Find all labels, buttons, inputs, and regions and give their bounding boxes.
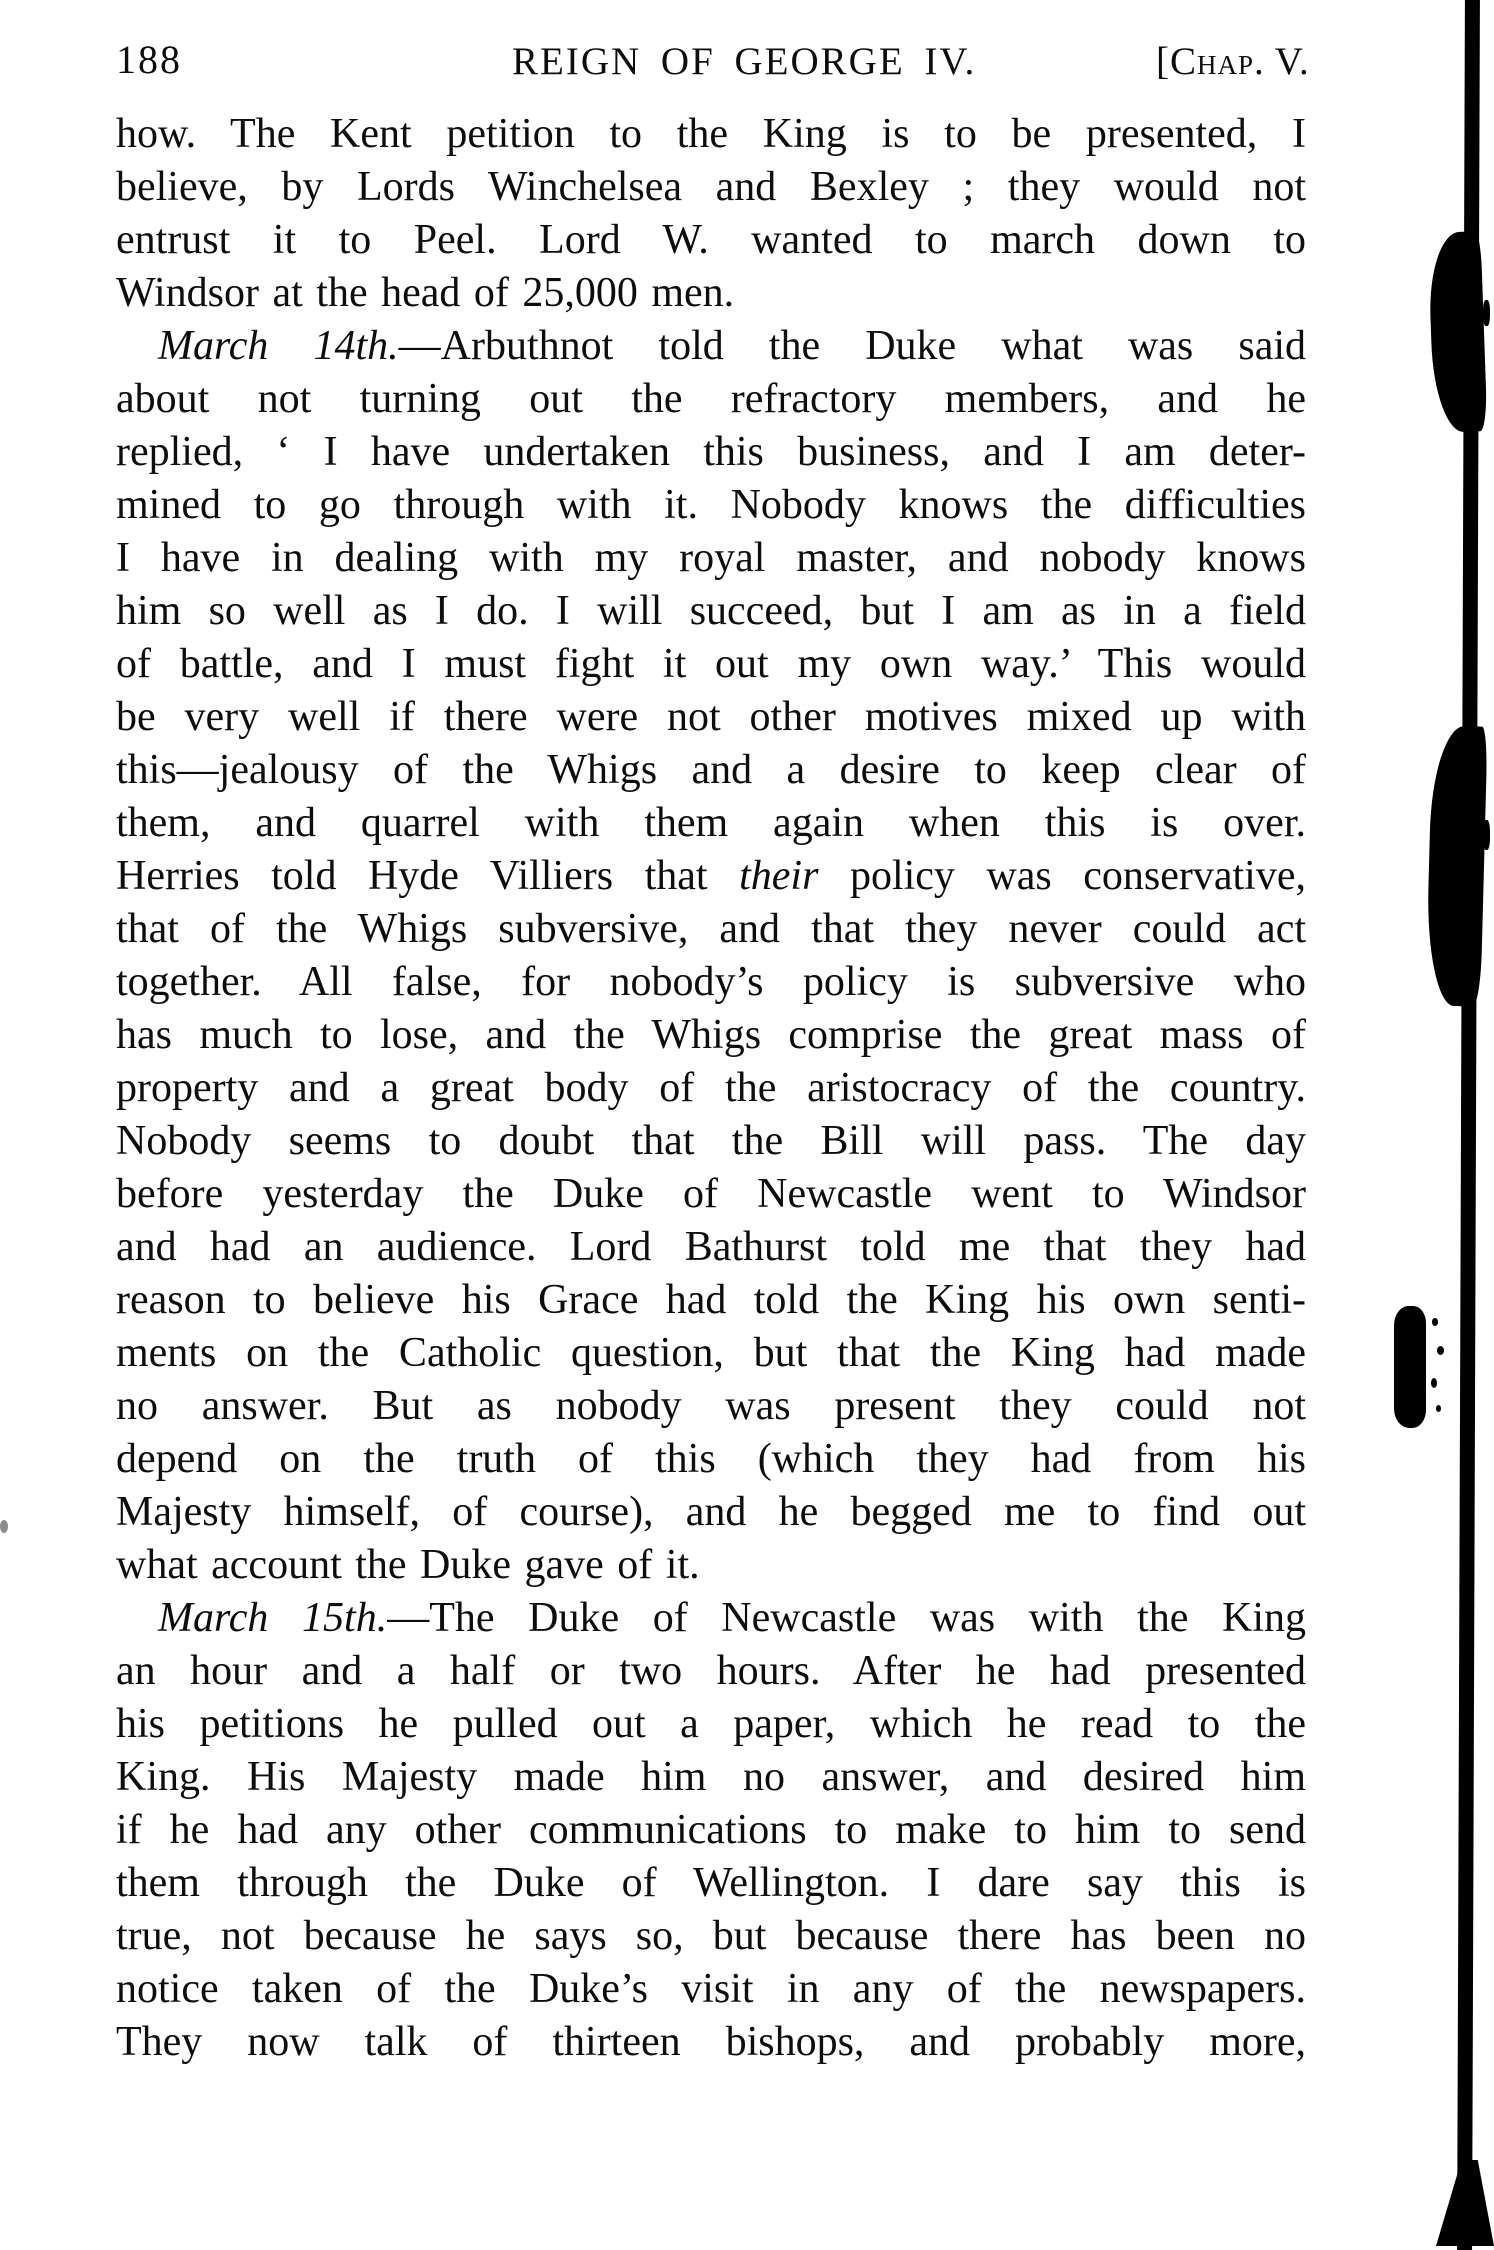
left-margin-speck bbox=[0, 1520, 8, 1533]
ink-speck bbox=[1437, 1346, 1444, 1355]
running-title: REIGN OF GEORGE IV. bbox=[512, 40, 977, 83]
text-line bbox=[116, 161, 1306, 214]
text-line bbox=[116, 1115, 1306, 1168]
text-line bbox=[116, 1539, 1306, 1592]
text-segment: Windsor at the head of 25,000 men. bbox=[116, 270, 735, 316]
text-segment: entrust it to Peel. Lord W. wanted to march down to bbox=[116, 217, 1306, 263]
text-line bbox=[116, 214, 1306, 267]
text-segment: what account the Duke gave of it. bbox=[116, 1542, 700, 1588]
text-segment: They now talk of thirteen bishops, and probably more, bbox=[116, 2019, 1306, 2065]
text-line bbox=[116, 744, 1306, 797]
text-segment: before yesterday the Duke of Newcastle went to Windsor bbox=[116, 1171, 1306, 1217]
text-segment: Nobody seems to doubt that the Bill will pass. The day bbox=[116, 1118, 1306, 1164]
text-segment: believe, by Lords Winchelsea and Bexley ; they would not bbox=[116, 164, 1306, 210]
text-line bbox=[116, 691, 1306, 744]
italic-text-segment: March 14th. bbox=[158, 323, 399, 369]
italic-text-segment: their bbox=[739, 853, 819, 899]
text-segment: them, and quarrel with them again when this is over. bbox=[116, 800, 1306, 846]
text-segment: of battle, and I must fight it out my own way.’ This would bbox=[116, 641, 1306, 687]
text-line bbox=[116, 585, 1306, 638]
text-segment: I have in dealing with my royal master, and nobody knows bbox=[116, 535, 1306, 581]
ink-blob-middle-artifact bbox=[1425, 725, 1487, 1006]
ink-speck bbox=[1483, 300, 1490, 326]
text-segment: Herries told Hyde Villiers that bbox=[116, 853, 740, 899]
text-segment: Majesty himself, of course), and he begged me to find out bbox=[116, 1489, 1306, 1535]
text-segment: policy was conservative, bbox=[818, 853, 1306, 899]
text-line bbox=[116, 1751, 1306, 1804]
text-line bbox=[116, 1433, 1306, 1486]
text-line bbox=[116, 1963, 1306, 2016]
text-line bbox=[116, 108, 1306, 161]
text-line bbox=[116, 850, 1306, 903]
text-segment: has much to lose, and the Whigs comprise the great mass of bbox=[116, 1012, 1306, 1058]
italic-text-segment: March 15th. bbox=[158, 1595, 388, 1641]
ink-speck bbox=[1483, 820, 1490, 850]
text-segment: this—jealousy of the Whigs and a desire to keep clear of bbox=[116, 747, 1306, 793]
page-number: 188 bbox=[116, 37, 182, 82]
ink-speck bbox=[1436, 1405, 1441, 1412]
text-segment: his petitions he pulled out a paper, which he read to the bbox=[116, 1701, 1306, 1747]
chapter-label: [Chap. V. bbox=[1156, 40, 1310, 83]
text-line bbox=[116, 532, 1306, 585]
text-line bbox=[116, 1857, 1306, 1910]
text-segment: King. His Majesty made him no answer, and desired him bbox=[116, 1754, 1306, 1800]
text-line bbox=[116, 956, 1306, 1009]
text-line bbox=[116, 373, 1306, 426]
text-segment: be very well if there were not other motives mixed up with bbox=[116, 694, 1306, 740]
text-segment: them through the Duke of Wellington. I dare say this is bbox=[116, 1860, 1306, 1906]
text-line bbox=[116, 479, 1306, 532]
ink-speck bbox=[1431, 1378, 1437, 1388]
text-segment: about not turning out the refractory members, and he bbox=[116, 376, 1306, 422]
ink-blob-top-artifact bbox=[1428, 231, 1488, 433]
text-line bbox=[116, 2016, 1306, 2069]
text-line bbox=[116, 1168, 1306, 1221]
text-line bbox=[116, 1274, 1306, 1327]
text-segment: no answer. But as nobody was present they could not bbox=[116, 1383, 1306, 1429]
text-line bbox=[116, 1486, 1306, 1539]
text-line bbox=[116, 1009, 1306, 1062]
text-segment: him so well as I do. I will succeed, but I am as in a field bbox=[116, 588, 1306, 634]
text-line bbox=[116, 426, 1306, 479]
text-line bbox=[116, 1380, 1306, 1433]
text-segment: —Arbuthnot told the Duke what was said bbox=[398, 323, 1307, 369]
text-segment: that of the Whigs subversive, and that they never could act bbox=[116, 906, 1306, 952]
text-segment: ments on the Catholic question, but that the King had made bbox=[116, 1330, 1306, 1376]
text-segment: how. The Kent petition to the King is to be presented, I bbox=[116, 111, 1306, 157]
text-segment: true, not because he says so, but because there has been no bbox=[116, 1913, 1306, 1959]
text-line bbox=[116, 797, 1306, 850]
text-segment: and had an audience. Lord Bathurst told me that they had bbox=[116, 1224, 1306, 1270]
text-segment: notice taken of the Duke’s visit in any of the newspapers. bbox=[116, 1966, 1306, 2012]
text-line bbox=[116, 1804, 1306, 1857]
text-line bbox=[116, 267, 1306, 320]
text-segment: depend on the truth of this (which they had from his bbox=[116, 1436, 1306, 1482]
text-segment: mined to go through with it. Nobody knows the difficulties bbox=[116, 482, 1306, 528]
ink-speck bbox=[1432, 1318, 1438, 1326]
binding-wedge-bottom-artifact bbox=[1436, 2160, 1494, 2246]
text-line bbox=[116, 1910, 1306, 1963]
text-line bbox=[116, 1592, 1306, 1645]
body-text bbox=[116, 108, 1306, 2069]
text-segment: —The Duke of Newcastle was with the King bbox=[387, 1595, 1306, 1641]
text-segment: property and a great body of the aristocracy of the country. bbox=[116, 1065, 1306, 1111]
text-line bbox=[116, 1062, 1306, 1115]
text-line bbox=[116, 1645, 1306, 1698]
text-line bbox=[116, 1698, 1306, 1751]
text-segment: an hour and a half or two hours. After he had presented bbox=[116, 1648, 1306, 1694]
text-line bbox=[116, 1327, 1306, 1380]
text-segment: replied, ‘ I have undertaken this business, and I am deter- bbox=[116, 429, 1306, 475]
text-line bbox=[116, 320, 1306, 373]
ink-blob-small-artifact bbox=[1394, 1306, 1426, 1428]
text-segment: reason to believe his Grace had told the King his own senti- bbox=[116, 1277, 1306, 1323]
text-line bbox=[116, 903, 1306, 956]
text-segment: if he had any other communications to make to him to send bbox=[116, 1807, 1306, 1853]
text-segment: together. All false, for nobody’s policy is subversive who bbox=[116, 959, 1306, 1005]
text-line bbox=[116, 1221, 1306, 1274]
text-line bbox=[116, 638, 1306, 691]
